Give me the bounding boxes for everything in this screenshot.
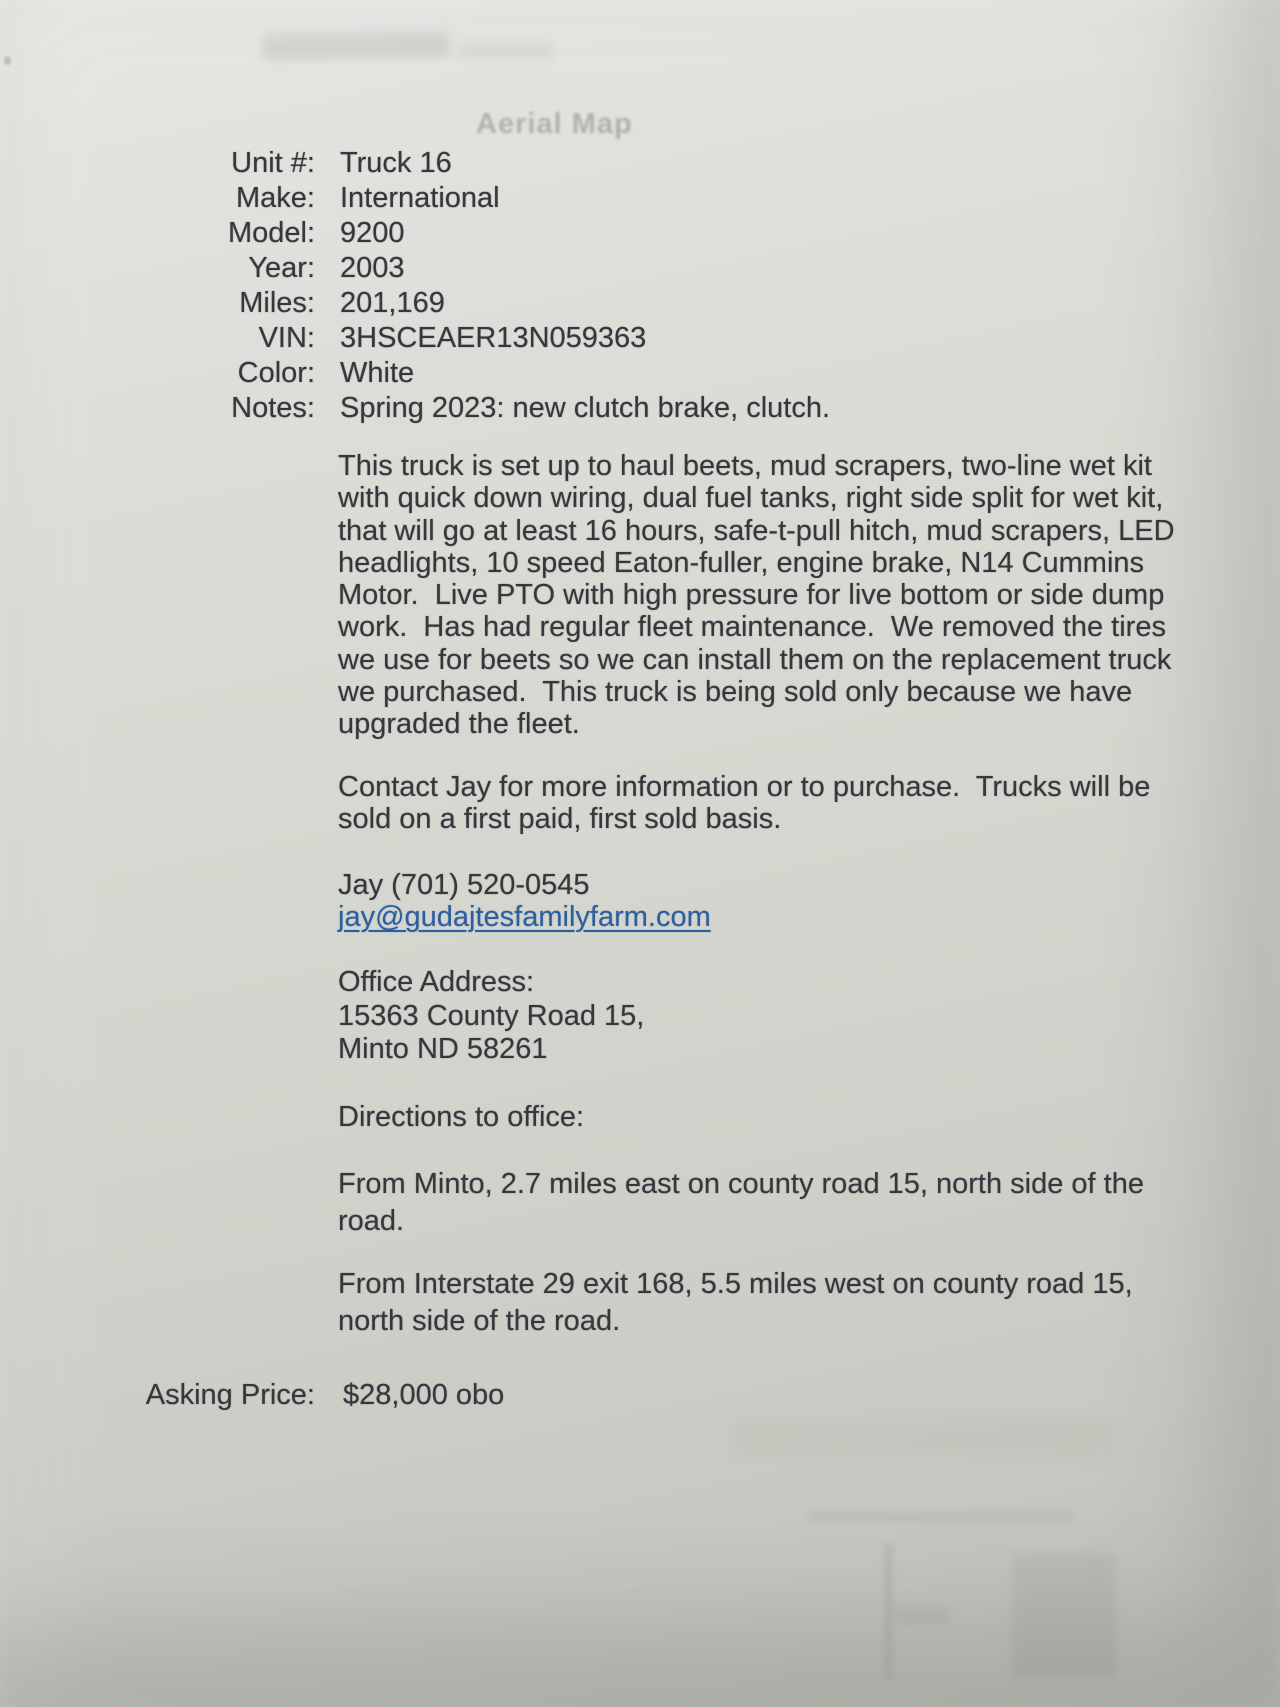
field-row	[0, 286, 830, 321]
bleedthrough-map-mark	[884, 1544, 893, 1680]
field-label: Year:	[248, 252, 315, 284]
asking-price-row	[0, 1378, 504, 1413]
text-line: north side of the road.	[338, 1305, 621, 1337]
text-line: Minto ND 58261	[338, 1033, 548, 1065]
text-line: Motor. Live PTO with high pressure for live bottom or side dump	[338, 579, 1165, 612]
field-value: 9200	[340, 217, 405, 249]
bleedthrough-smudge	[458, 42, 553, 59]
email-link[interactable]: jay@gudajtesfamilyfarm.com	[338, 901, 711, 934]
text-line: that will go at least 16 hours, safe-t-pull hitch, mud scrapers, LED	[338, 514, 1175, 547]
office-address-block	[338, 966, 644, 1067]
field-row	[0, 251, 830, 286]
description-paragraph	[338, 450, 1175, 741]
directions-heading: Directions to office:	[338, 1101, 585, 1133]
phone-number: Jay (701) 520-0545	[338, 869, 590, 901]
field-row	[0, 181, 830, 216]
text-line: headlights, 10 speed Eaton-fuller, engine brake, N14 Cummins	[338, 546, 1145, 579]
vehicle-spec-fields	[0, 146, 830, 426]
field-value: 201,169	[340, 287, 445, 319]
field-row	[0, 216, 830, 251]
field-row	[0, 391, 830, 426]
text-line: From Interstate 29 exit 168, 5.5 miles west on county road 15,	[338, 1268, 1133, 1300]
field-value: Truck 16	[340, 147, 452, 179]
text-line: we use for beets so we can install them on the replacement truck	[338, 643, 1172, 676]
field-value: 2003	[340, 252, 405, 284]
field-label: Notes:	[231, 392, 315, 424]
field-label: Make:	[236, 182, 315, 214]
field-label: VIN:	[258, 322, 315, 354]
text-line: sold on a first paid, first sold basis.	[338, 803, 782, 836]
bleedthrough-map-mark	[1012, 1554, 1116, 1678]
bleedthrough-title-text: Aerial Map	[476, 108, 633, 140]
field-row	[0, 146, 830, 181]
field-label: Unit #:	[231, 147, 315, 179]
text-line: This truck is set up to haul beets, mud scrapers, two-line wet kit	[338, 450, 1152, 482]
text-line: upgraded the fleet.	[338, 708, 580, 741]
asking-price-value: $28,000 obo	[343, 1379, 505, 1411]
asking-price-label: Asking Price:	[145, 1379, 315, 1411]
field-label: Model:	[227, 217, 315, 249]
text-line: with quick down wiring, dual fuel tanks, right side split for wet kit,	[338, 482, 1164, 515]
field-label: Color:	[237, 357, 315, 389]
bleedthrough-smudge	[262, 31, 450, 60]
field-value: Spring 2023: new clutch brake, clutch.	[340, 392, 831, 424]
text-line: Office Address:	[338, 966, 535, 998]
field-label: Miles:	[239, 287, 315, 319]
paper-speck	[4, 56, 11, 65]
bleedthrough-map-mark	[808, 1512, 1073, 1522]
field-row	[0, 321, 830, 356]
text-line: road.	[338, 1205, 405, 1237]
directions-route-1	[338, 1166, 1144, 1240]
field-value: White	[340, 357, 415, 389]
directions-route-2	[338, 1266, 1133, 1340]
text-line: we purchased. This truck is being sold only because we have	[338, 676, 1133, 709]
text-line: Contact Jay for more information or to purchase. Trucks will be	[338, 771, 1151, 803]
text-line: work. Has had regular fleet maintenance. We removed the tires	[338, 611, 1166, 644]
contact-note-paragraph	[338, 771, 1150, 836]
text-line: From Minto, 2.7 miles east on county road 15, north side of the	[338, 1168, 1144, 1200]
text-line: 15363 County Road 15,	[338, 999, 645, 1032]
contact-block	[338, 869, 711, 934]
bleedthrough-map-mark	[896, 1606, 948, 1624]
bleedthrough-map-mark	[733, 1420, 1113, 1454]
field-row	[0, 356, 830, 391]
field-value: International	[340, 182, 500, 214]
field-value: 3HSCEAER13N059363	[340, 322, 647, 354]
